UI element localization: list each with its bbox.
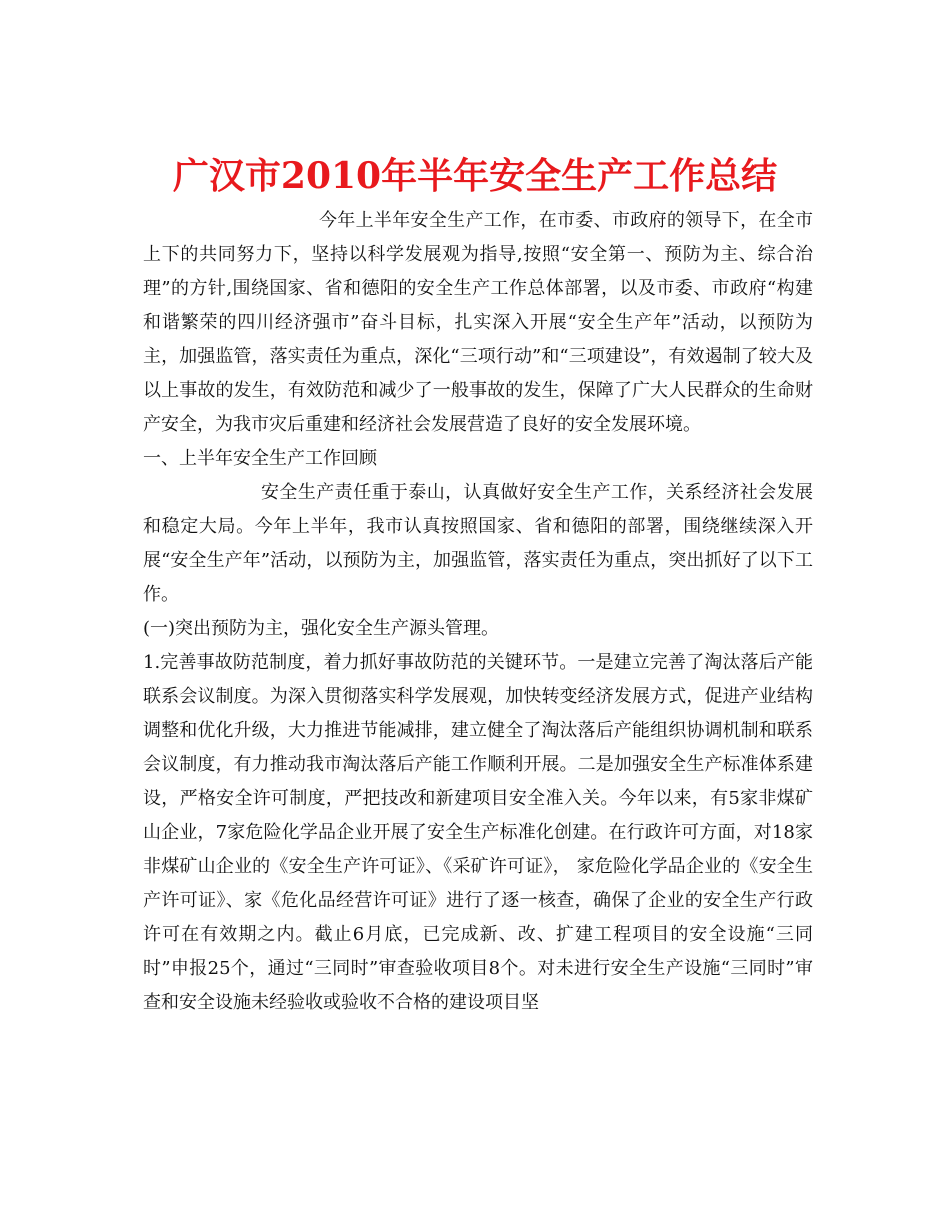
review-paragraph: 安全生产责任重于泰山，认真做好安全生产工作，关系经济社会发展和稳定大局。今年上半年，我市认真按照国家、省和德阳的部署，围绕继续深入开展“安全生产年”活动，以预防为主，加强监管，落实责任为重点，突出抓好了以下工作。 [143, 482, 813, 605]
document-title: 广汉市2010年半年安全生产工作总结 [172, 155, 778, 198]
item-paragraph-1: 1.完善事故防范制度，着力抓好事故防范的关键环节。一是建立完善了淘汰落后产能联系会议制度。为深入贯彻落实科学发展观，加快转变经济发展方式，促进产业结构调整和优化升级，大力推进节能减排，建立健全了淘汰落后产能组织协调机制和联系会议制度，有力推动我市淘汰落后产能工作顺利开展。二是加强安全生产标准体系建设，严格安全许可制度，严把技改和新建项目安全准入关。今年以来，有5家非煤矿山企业，7家危险化学品企业开展了安全生产标准化创建。在行政许可方面，对18家非煤矿山企业的《安全生产许可证》、《采矿许可证》， 家危险化学品企业的《安全生产许可证》、家《危化品经营许可证》进行了逐一核查，确保了企业的安全生产行政许可在有效期之内。截止6月底，已完成新、改、扩建工程项目的安全设施“三同时”申报25个，通过“三同时”审查验收项目8个。对未进行安全生产设施“三同时”审查和安全设施未经验收或验收不合格的建设项目坚 [143, 652, 813, 1013]
section-heading-review: 一、上半年安全生产工作回顾 [143, 448, 377, 469]
document-body [143, 204, 813, 1020]
intro-paragraph: 今年上半年安全生产工作，在市委、市政府的领导下，在全市上下的共同努力下，坚持以科学发展观为指导,按照“安全第一、预防为主、综合治理”的方针,围绕国家、省和德阳的安全生产工作总体部署，以及市委、市政府“构建和谐繁荣的四川经济强市”奋斗目标，扎实深入开展“安全生产年”活动，以预防为主，加强监管，落实责任为重点，深化“三项行动”和“三项建设”，有效遏制了较大及以上事故的发生，有效防范和减少了一般事故的发生，保障了广大人民群众的生命财产安全，为我市灾后重建和经济社会发展营造了良好的安全发展环境。 [143, 210, 813, 435]
subsection-heading-prevention: (一)突出预防为主，强化安全生产源头管理。 [143, 618, 500, 639]
